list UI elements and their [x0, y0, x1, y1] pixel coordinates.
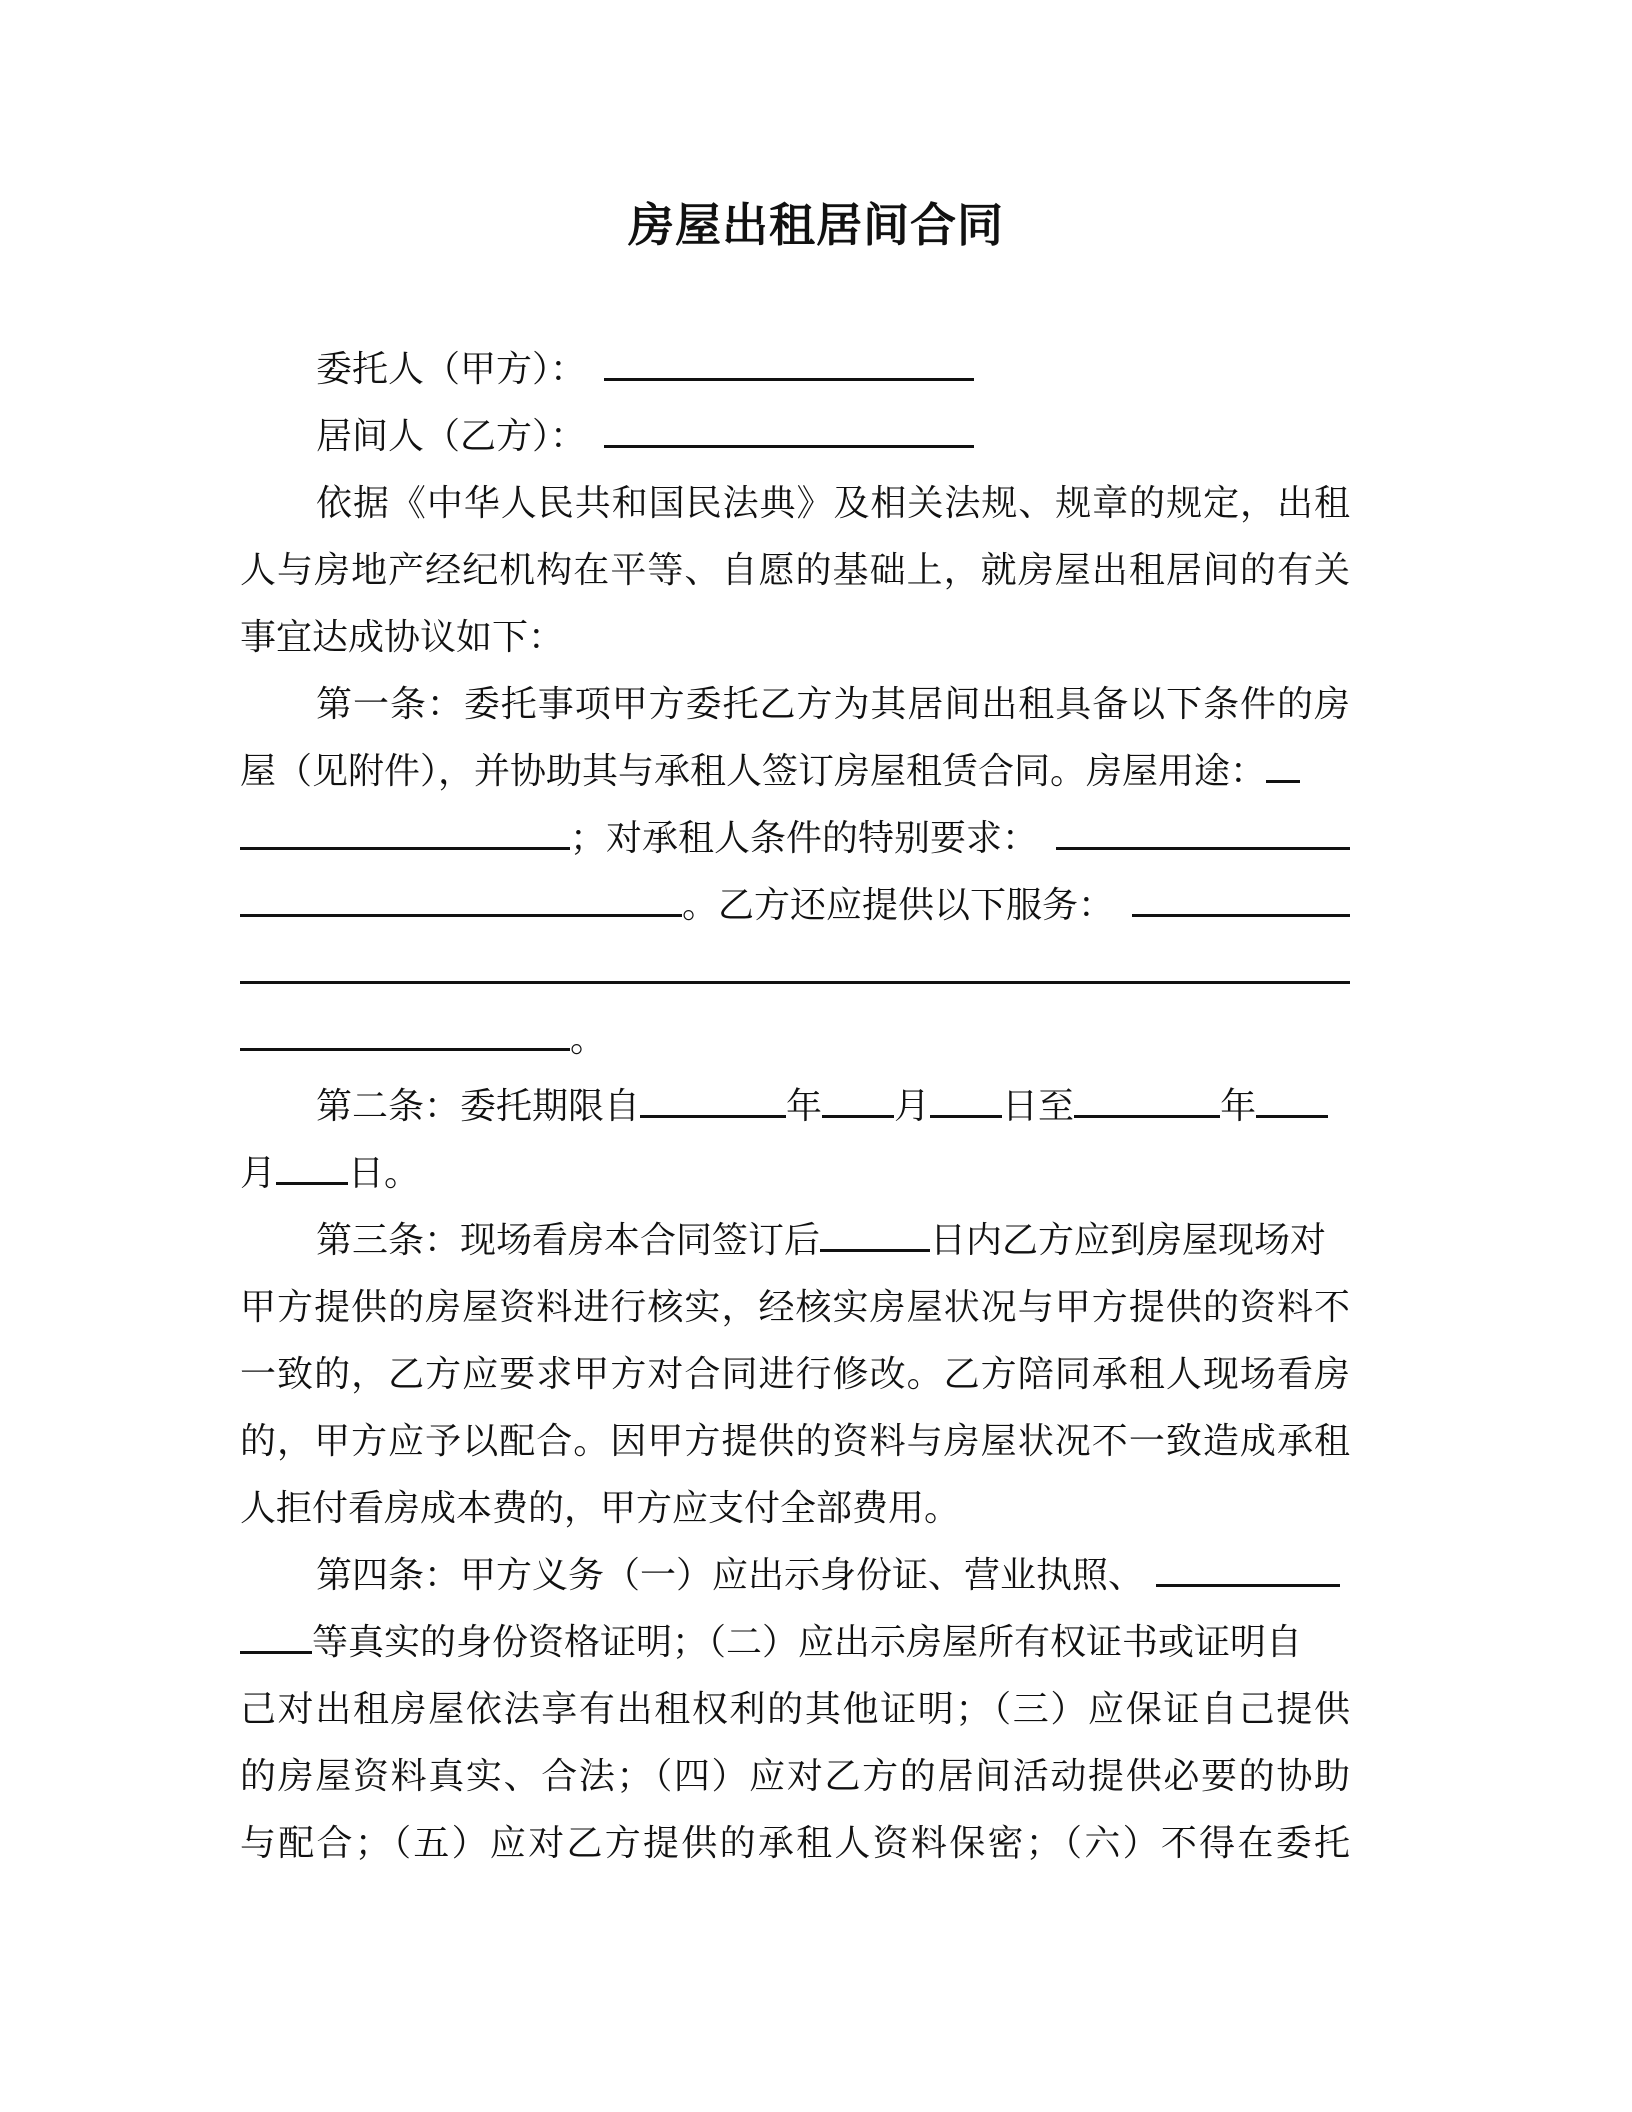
article1-line [240, 872, 1350, 939]
article3-text: 日内乙方应到房屋现场对 [930, 1220, 1327, 1261]
article1-line: 第一条：委托事项甲方委托乙方为其居间出租具备以下条件的房 [316, 684, 1350, 725]
article4-line: 与配合；（五）应对乙方提供的承租人资料保密；（六）不得在委托 [240, 1823, 1350, 1864]
inspection-days-blank[interactable] [820, 1229, 930, 1252]
article1-line [240, 805, 1350, 872]
intermediary-label: 居间人（乙方）： [316, 416, 587, 457]
article1-text: 屋（见附件），并协助其与承租人签订房屋租赁合同。房屋用途： [240, 751, 1267, 792]
principal-line [240, 336, 1350, 403]
end-day-blank[interactable] [276, 1162, 348, 1185]
article2-line [240, 1140, 1350, 1207]
id-document-blank-cont[interactable] [240, 1631, 312, 1654]
article4-text: 第四条：甲方义务（一）应出示身份证、营业执照、 [316, 1555, 1145, 1596]
article2-text: 日至 [1002, 1086, 1075, 1127]
tenant-requirement-blank[interactable] [1056, 827, 1350, 850]
article3-text: 第三条：现场看房本合同签订后 [316, 1220, 821, 1261]
article2-text: 月 [240, 1153, 277, 1194]
article1-line [240, 1006, 1350, 1073]
start-year-blank[interactable] [640, 1095, 786, 1118]
preamble-line: 事宜达成协议如下： [240, 617, 565, 658]
article4-line: 己对出租房屋依法享有出租权利的其他证明；（三）应保证自己提供 [240, 1689, 1350, 1730]
intermediary-line [240, 403, 1350, 470]
start-day-blank[interactable] [930, 1095, 1002, 1118]
article4-text: 等真实的身份资格证明；（二）应出示房屋所有权证书或证明自 [312, 1622, 1303, 1663]
article2-text: 日。 [348, 1153, 421, 1194]
principal-label: 委托人（甲方）： [316, 349, 587, 390]
tenant-requirement-blank-cont[interactable] [240, 894, 682, 917]
preamble-line: 人与房地产经纪机构在平等、自愿的基础上，就房屋出租居间的有关 [240, 550, 1350, 591]
article2-text: 月 [894, 1086, 931, 1127]
article1-line [240, 939, 1350, 1006]
usage-blank[interactable] [1266, 760, 1300, 783]
preamble-line: 依据《中华人民共和国民法典》及相关法规、规章的规定，出租 [316, 483, 1350, 524]
start-month-blank[interactable] [822, 1095, 894, 1118]
end-year-blank[interactable] [1074, 1095, 1220, 1118]
end-month-blank[interactable] [1256, 1095, 1328, 1118]
article2-text: 年 [786, 1086, 823, 1127]
article2-line [240, 1073, 1350, 1140]
article3-line [240, 1207, 1350, 1274]
article1-line [240, 738, 1350, 805]
article1-text: ；对承租人条件的特别要求： [570, 818, 1039, 859]
article4-line [240, 1609, 1350, 1676]
article3-line: 的，甲方应予以配合。因甲方提供的资料与房屋状况不一致造成承租 [240, 1421, 1350, 1462]
principal-blank[interactable] [604, 358, 974, 381]
article1-text: 。 [570, 1019, 607, 1060]
id-document-blank[interactable] [1156, 1564, 1340, 1587]
page-title: 房屋出租居间合同 [628, 198, 1004, 252]
article4-line [240, 1542, 1350, 1609]
usage-blank-cont[interactable] [240, 827, 570, 850]
contract-body [240, 336, 1350, 1877]
article2-text: 第二条：委托期限自 [316, 1086, 641, 1127]
service-blank[interactable] [1132, 894, 1350, 917]
article3-line: 人拒付看房成本费的，甲方应支付全部费用。 [240, 1488, 961, 1529]
article3-line: 甲方提供的房屋资料进行核实，经核实房屋状况与甲方提供的资料不 [240, 1287, 1350, 1328]
service-blank-cont[interactable] [240, 961, 1350, 984]
article4-line: 的房屋资料真实、合法；（四）应对乙方的居间活动提供必要的协助 [240, 1756, 1350, 1797]
service-blank-end[interactable] [240, 1028, 570, 1051]
article2-text: 年 [1220, 1086, 1257, 1127]
article3-line: 一致的，乙方应要求甲方对合同进行修改。乙方陪同承租人现场看房 [240, 1354, 1350, 1395]
intermediary-blank[interactable] [604, 425, 974, 448]
article1-text: 。乙方还应提供以下服务： [682, 885, 1115, 926]
